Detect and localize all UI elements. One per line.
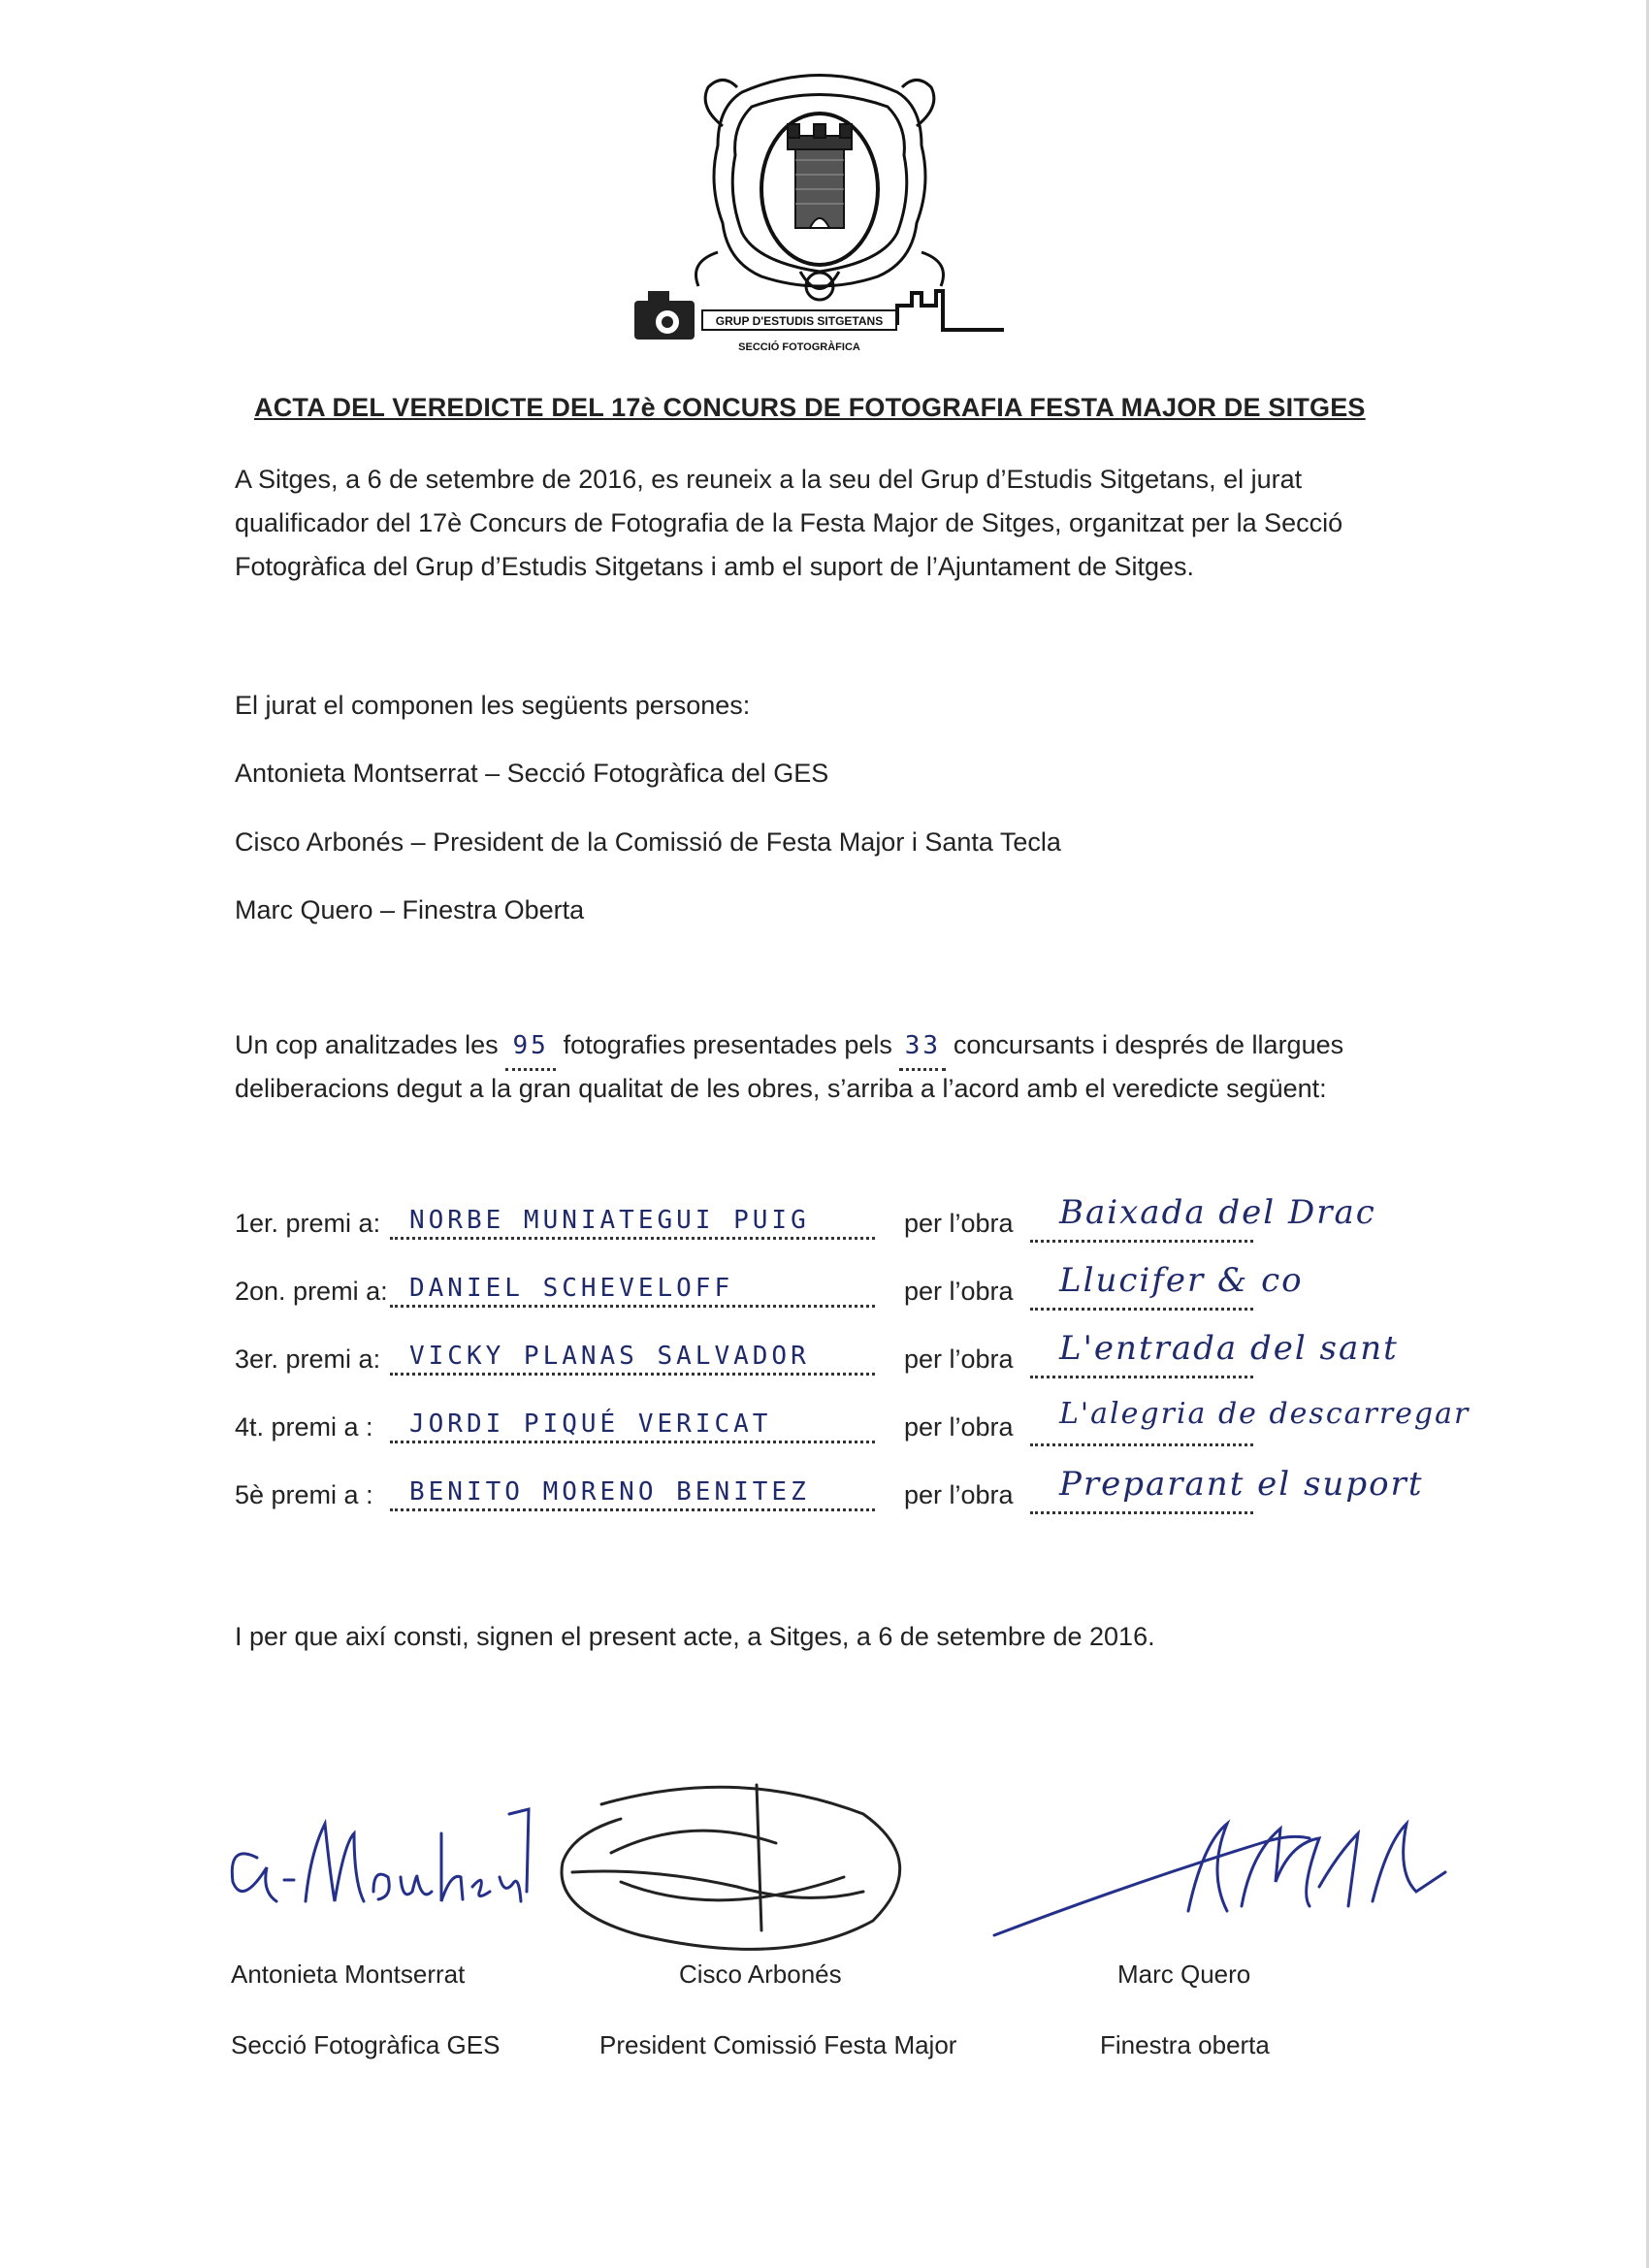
- prize-obra: L'entrada del sant: [1059, 1329, 1399, 1368]
- prize-row: [235, 1465, 1496, 1519]
- society-logo: [630, 68, 1009, 364]
- prize-winner: DANIEL SCHEVELOFF: [390, 1269, 875, 1308]
- prize-obra: Llucifer & co: [1059, 1261, 1304, 1300]
- signature-quero: [989, 1814, 1494, 1950]
- obra-label: per l’obra: [904, 1277, 1014, 1306]
- prize-row: [235, 1397, 1496, 1451]
- signatory-role: President Comissió Festa Major: [599, 2030, 957, 2059]
- prize-obra: Baixada del Drac: [1059, 1193, 1376, 1232]
- analysis-line-2: deliberacions degut a la gran qualitat de les obres, s’arriba a l’acord amb el veredicte següent:: [235, 1074, 1327, 1103]
- prize-label: 4t. premi a :: [235, 1412, 373, 1442]
- prize-row: [235, 1193, 1496, 1247]
- closing-statement: I per que així consti, signen el present acte, a Sitges, a 6 de setembre de 2016.: [235, 1622, 1155, 1651]
- signatory-role: Secció Fotogràfica GES: [231, 2030, 501, 2059]
- analysis-text: concursants i després de llargues: [946, 1030, 1344, 1059]
- analysis-line-1: [235, 1023, 1343, 1071]
- signatory-name: Cisco Arbonés: [679, 1960, 842, 1989]
- prize-winner: VICKY PLANAS SALVADOR: [390, 1337, 875, 1376]
- obra-label: per l’obra: [904, 1412, 1014, 1442]
- obra-label: per l’obra: [904, 1209, 1014, 1238]
- signatory-name: Antonieta Montserrat: [231, 1960, 466, 1989]
- logo-line1: GRUP D'ESTUDIS SITGETANS: [715, 314, 884, 328]
- prize-label: 1er. premi a:: [235, 1209, 381, 1238]
- intro-line-2: qualificador del 17è Concurs de Fotografia de la Festa Major de Sitges, organitzat per la Secció: [235, 508, 1343, 537]
- obra-label: per l’obra: [904, 1345, 1014, 1374]
- document-title: ACTA DEL VEREDICTE DEL 17è CONCURS DE FOTOGRAFIA FESTA MAJOR DE SITGES: [254, 393, 1366, 422]
- prize-obra: Preparant el suport: [1059, 1465, 1424, 1504]
- analysis-text: Un cop analitzades les: [235, 1030, 506, 1059]
- prize-winner: NORBE MUNIATEGUI PUIG: [390, 1201, 875, 1240]
- signature-montserrat: [218, 1775, 548, 1921]
- prize-label: 5è premi a :: [235, 1480, 373, 1509]
- analysis-text: fotografies presentades pels: [556, 1030, 900, 1059]
- prize-winner: BENITO MORENO BENITEZ: [390, 1473, 875, 1511]
- prize-row: [235, 1329, 1496, 1383]
- jury-member: Cisco Arbonés – President de la Comissió de Festa Major i Santa Tecla: [235, 827, 1061, 857]
- jury-member: Marc Quero – Finestra Oberta: [235, 895, 585, 924]
- jury-heading: El jurat el componen les següents persones:: [235, 691, 751, 720]
- logo-line2: SECCIÓ FOTOGRÀFICA: [738, 341, 860, 353]
- prize-label: 3er. premi a:: [235, 1345, 381, 1374]
- prize-label: 2on. premi a:: [235, 1277, 388, 1306]
- signatory-name: Marc Quero: [1117, 1960, 1251, 1989]
- participants-count: 33: [899, 1024, 946, 1071]
- prize-winner: JORDI PIQUÉ VERICAT: [390, 1405, 875, 1443]
- signatory-role: Finestra oberta: [1100, 2030, 1270, 2059]
- prize-obra: L'alegria de descarregar: [1059, 1397, 1471, 1431]
- intro-line-1: A Sitges, a 6 de setembre de 2016, es reuneix a la seu del Grup d’Estudis Sitgetans, el jurat: [235, 465, 1303, 494]
- obra-label: per l’obra: [904, 1480, 1014, 1509]
- jury-member: Antonieta Montserrat – Secció Fotogràfica del GES: [235, 759, 829, 788]
- photos-count: 95: [505, 1024, 556, 1071]
- signature-arbones: [543, 1775, 931, 1960]
- intro-line-3: Fotogràfica del Grup d’Estudis Sitgetans i amb el suport de l’Ajuntament de Sitges.: [235, 552, 1195, 581]
- prize-row: [235, 1261, 1496, 1315]
